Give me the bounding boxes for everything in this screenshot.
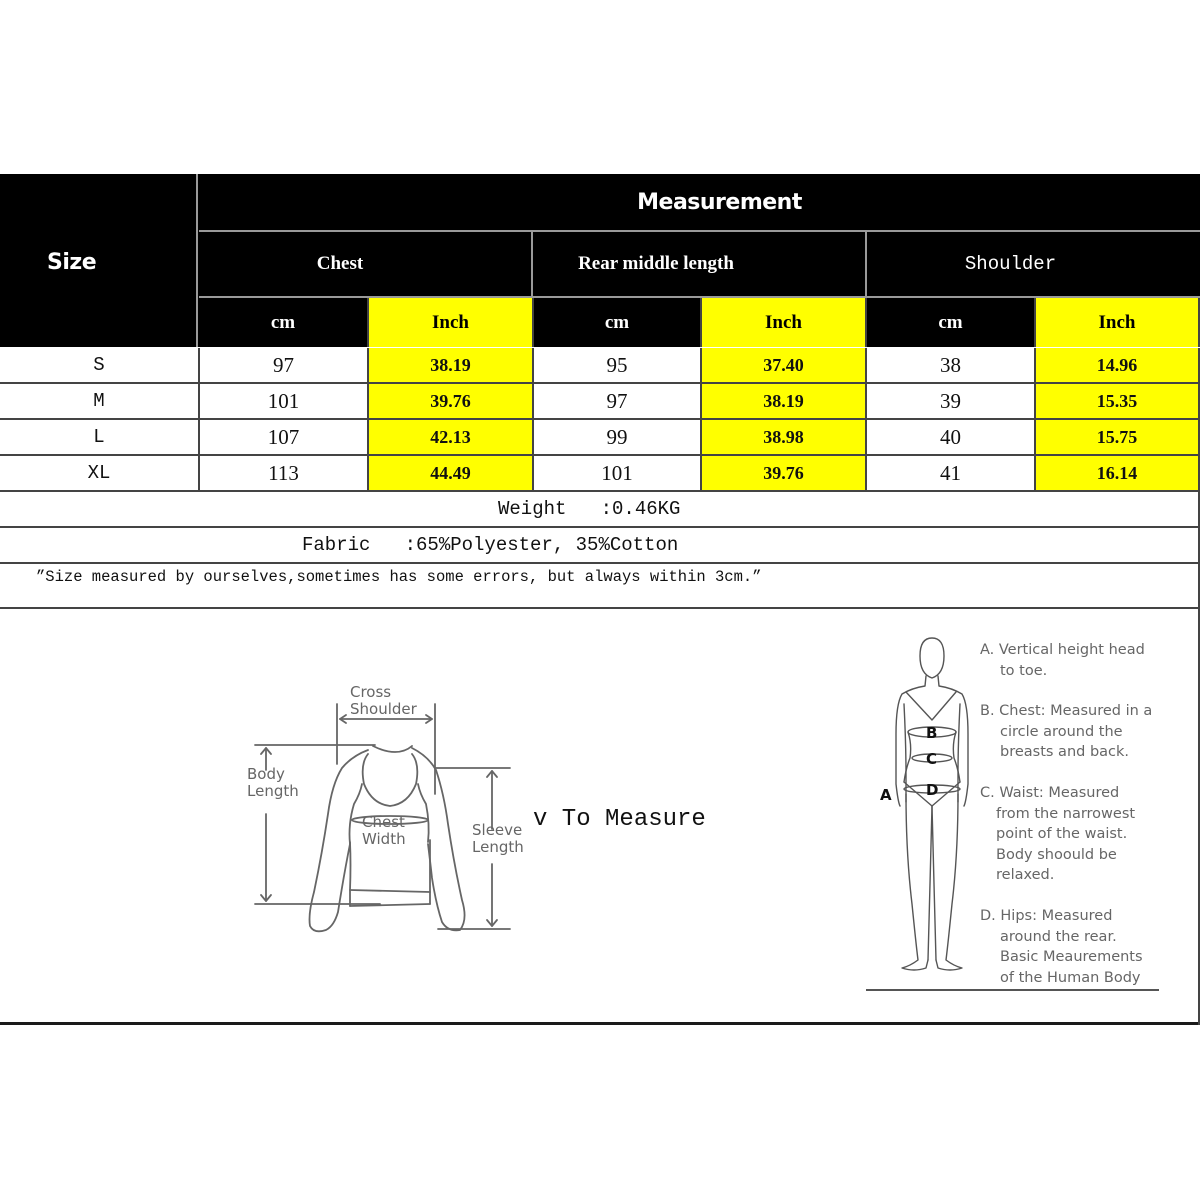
- rear-cm-cell: 99: [606, 424, 628, 449]
- size-chart: [0, 174, 1200, 1025]
- size-cell: M: [0, 384, 200, 418]
- size-cell: S: [0, 348, 200, 382]
- table-row: [0, 348, 1200, 384]
- rear-cm-cell: 95: [606, 352, 628, 377]
- chest-inch-cell: 44.49: [367, 456, 534, 490]
- chest-inch-cell: 39.76: [367, 384, 534, 418]
- legend-item-c: C. Waist: Measured from the narrowest point of the waist. Body shoould be relaxed.: [980, 785, 1136, 883]
- size-header-label: Size: [47, 250, 97, 275]
- legend-item-a: A. Vertical height head to toe.: [980, 642, 1145, 679]
- label-c: C: [926, 750, 938, 768]
- unit-header-rear-cm: cm: [534, 298, 700, 347]
- weight-text: Weight :0.46KG: [498, 498, 681, 520]
- unit-header-chest-inch: Inch: [367, 298, 534, 347]
- size-cell: XL: [0, 456, 200, 490]
- rear-inch-cell: 38.19: [700, 384, 867, 418]
- label-b: B: [926, 724, 938, 742]
- legend-item-b: B. Chest: Measured in a circle around the breasts and back.: [980, 703, 1153, 760]
- measurement-header-label: Measurement: [637, 189, 802, 215]
- table-row: [0, 456, 1200, 492]
- how-to-measure-title: v To Measure: [533, 806, 706, 833]
- rear-inch-cell: 38.98: [700, 420, 867, 454]
- group-header-shoulder: [867, 232, 1200, 298]
- weight-row: [0, 492, 1200, 528]
- group-header-rear-middle-length: [533, 232, 867, 298]
- chest-cm-cell: 97: [273, 352, 294, 377]
- cross-shoulder-label: Cross Shoulder: [350, 683, 417, 718]
- unit-header-shoulder-inch: Inch: [1034, 298, 1200, 347]
- measurement-header-cell: [199, 174, 1200, 232]
- chest-inch-cell: 38.19: [367, 348, 534, 382]
- shoulder-cm-cell: 40: [940, 424, 961, 449]
- rear-cm-cell: 101: [601, 460, 633, 485]
- unit-header-rear-inch: Inch: [700, 298, 867, 347]
- chest-cm-cell: 113: [268, 460, 299, 485]
- fabric-row: [0, 528, 1200, 564]
- shoulder-inch-cell: 15.35: [1034, 384, 1200, 418]
- size-note-text: ”Size measured by ourselves,sometimes has some errors, but always within 3cm.”: [36, 568, 762, 586]
- note-row: [0, 564, 1200, 609]
- size-header-cell: [0, 174, 198, 347]
- group-label-shoulder: Shoulder: [964, 253, 1057, 275]
- shoulder-inch-cell: 14.96: [1034, 348, 1200, 382]
- fabric-text: Fabric :65%Polyester, 35%Cotton: [302, 534, 679, 556]
- shoulder-cm-cell: 41: [940, 460, 961, 485]
- chest-cm-cell: 101: [267, 388, 300, 413]
- label-a: A: [880, 786, 892, 804]
- human-body-diagram: [876, 634, 976, 984]
- shoulder-inch-cell: 15.75: [1034, 420, 1200, 454]
- shoulder-cm-cell: 39: [940, 388, 961, 413]
- table-row: [0, 384, 1200, 420]
- unit-header-chest-cm: cm: [199, 298, 367, 347]
- table-row: [0, 420, 1200, 456]
- chest-width-label: Chest Width: [362, 813, 406, 848]
- chest-inch-cell: 42.13: [367, 420, 534, 454]
- shoulder-inch-cell: 16.14: [1034, 456, 1200, 490]
- legend-underline: [866, 989, 1159, 991]
- rear-cm-cell: 97: [606, 388, 628, 413]
- chest-cm-cell: 107: [267, 424, 300, 449]
- unit-header-shoulder-cm: cm: [867, 298, 1034, 347]
- body-length-label: Body Length: [247, 765, 299, 800]
- label-d: D: [926, 781, 939, 799]
- shoulder-cm-cell: 38: [940, 352, 961, 377]
- rear-inch-cell: 37.40: [700, 348, 867, 382]
- size-cell: L: [0, 420, 200, 454]
- group-label-rear-middle-length: Rear middle length: [578, 253, 734, 274]
- group-label-chest: Chest: [316, 253, 364, 274]
- sleeve-length-label: Sleeve Length: [472, 821, 524, 856]
- table-header: [0, 174, 1200, 347]
- group-header-chest: [199, 232, 533, 298]
- legend-item-d: D. Hips: Measured around the rear. Basic Meaurements of the Human Body: [980, 908, 1143, 986]
- rear-inch-cell: 39.76: [700, 456, 867, 490]
